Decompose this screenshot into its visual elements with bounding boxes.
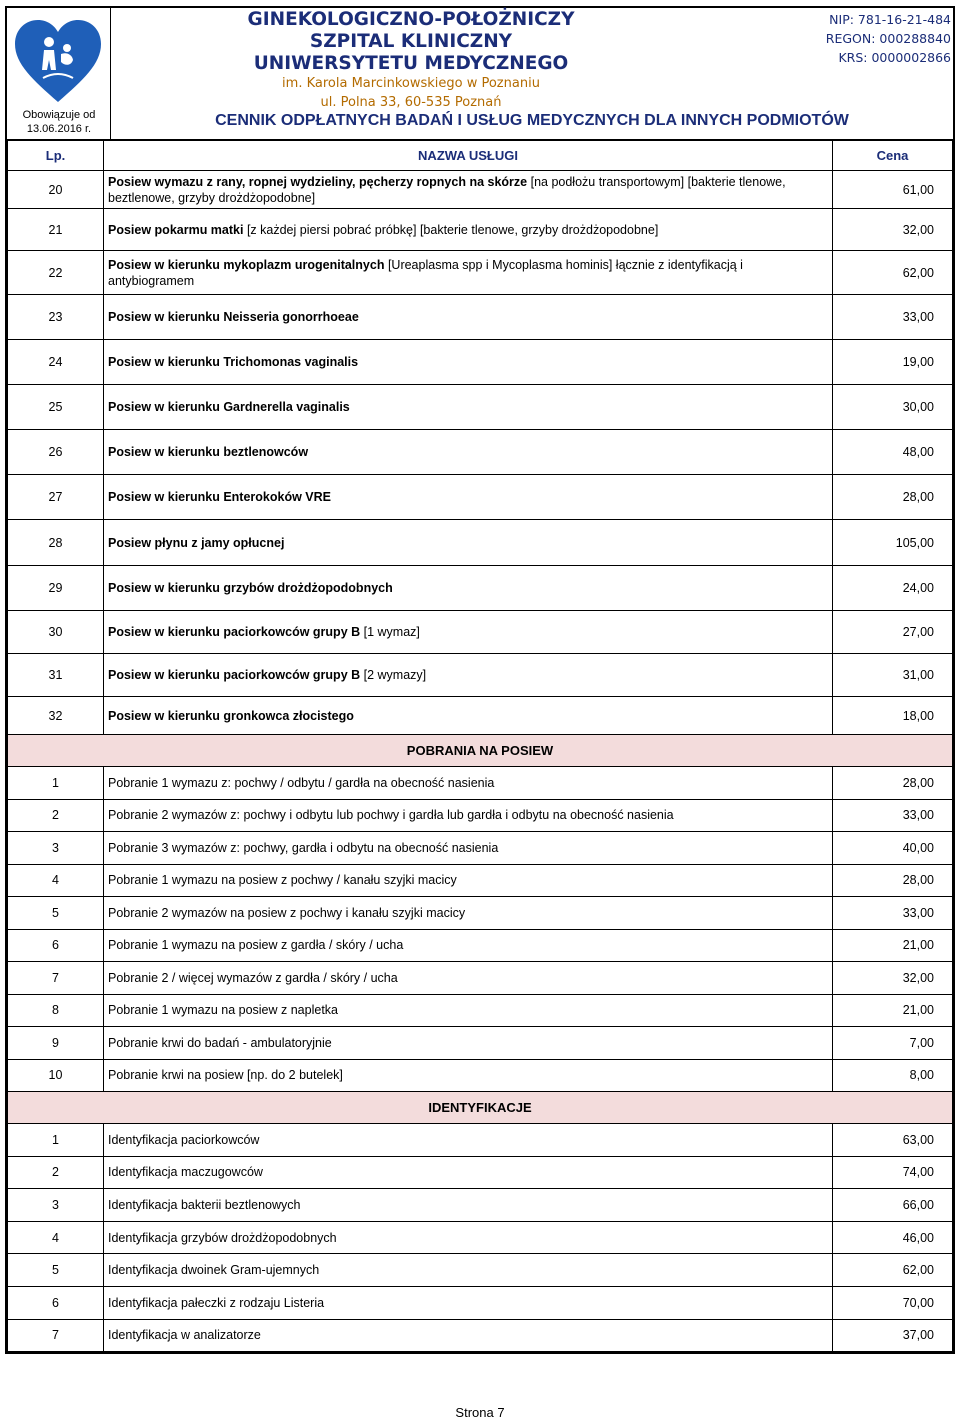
row-price: 32,00 xyxy=(833,209,953,251)
table-row xyxy=(8,566,953,611)
table-row xyxy=(8,430,953,475)
row-price: 28,00 xyxy=(833,864,953,897)
row-price: 31,00 xyxy=(833,654,953,697)
row-price: 40,00 xyxy=(833,832,953,865)
row-service-name: Identyfikacja w analizatorze xyxy=(104,1319,833,1352)
row-price: 62,00 xyxy=(833,251,953,295)
table-row xyxy=(8,1156,953,1189)
table-row xyxy=(8,340,953,385)
table-row xyxy=(8,799,953,832)
row-service-name xyxy=(104,340,833,385)
hospital-line-1: GINEKOLOGICZNO-POŁOŻNICZY xyxy=(247,9,575,30)
row-lp: 31 xyxy=(8,654,104,697)
row-lp: 9 xyxy=(8,1027,104,1060)
row-service-name: Pobranie 1 wymazu na posiew z gardła / skóry / ucha xyxy=(104,929,833,962)
row-service-name xyxy=(104,251,833,295)
service-name-bold: Posiew w kierunku gronkowca złocistego xyxy=(108,708,354,723)
row-lp: 26 xyxy=(8,430,104,475)
row-price: 74,00 xyxy=(833,1156,953,1189)
row-price: 37,00 xyxy=(833,1319,953,1352)
row-service-name xyxy=(104,295,833,340)
row-lp: 22 xyxy=(8,251,104,295)
table-row xyxy=(8,171,953,209)
table-row xyxy=(8,1286,953,1319)
row-lp: 24 xyxy=(8,340,104,385)
service-name-bold: Posiew pokarmu matki xyxy=(108,222,244,237)
document-header xyxy=(7,8,953,140)
service-name-bold: Posiew w kierunku paciorkowców grupy B xyxy=(108,668,361,682)
hospital-address: ul. Polna 33, 60-535 Poznań xyxy=(320,95,502,110)
row-lp: 6 xyxy=(8,1286,104,1319)
row-lp: 5 xyxy=(8,897,104,930)
row-service-name: Pobranie 2 / więcej wymazów z gardła / skóry / ucha xyxy=(104,962,833,995)
column-header-name: NAZWA USŁUGI xyxy=(104,141,833,171)
row-lp: 4 xyxy=(8,1221,104,1254)
row-lp: 10 xyxy=(8,1059,104,1092)
row-service-name: Pobranie 1 wymazu na posiew z pochwy / kanału szyjki macicy xyxy=(104,864,833,897)
hospital-line-3: UNIWERSYTETU MEDYCZNEGO xyxy=(253,53,569,74)
table-row xyxy=(8,1189,953,1222)
service-name-bold: Posiew w kierunku grzybów drożdżopodobnych xyxy=(108,581,393,595)
service-name-bold: Posiew wymazu z rany, ropnej wydzieliny, pęcherzy ropnych na skórze xyxy=(108,174,528,189)
row-lp: 8 xyxy=(8,994,104,1027)
hospital-line-2: SZPITAL KLINICZNY xyxy=(309,31,513,52)
table-row xyxy=(8,1221,953,1254)
row-price: 18,00 xyxy=(833,697,953,735)
row-lp: 2 xyxy=(8,1156,104,1189)
row-lp: 28 xyxy=(8,520,104,566)
hospital-line-4: im. Karola Marcinkowskiego w Poznaniu xyxy=(282,76,540,91)
service-name-bold: Posiew w kierunku Enterokoków VRE xyxy=(108,490,331,504)
row-service-name: Pobranie 2 wymazów na posiew z pochwy i kanału szyjki macicy xyxy=(104,897,833,930)
row-service-name xyxy=(104,209,833,251)
table-row xyxy=(8,520,953,566)
row-lp: 20 xyxy=(8,171,104,209)
hospital-logo-icon xyxy=(13,18,103,104)
row-price: 33,00 xyxy=(833,295,953,340)
row-price: 28,00 xyxy=(833,475,953,520)
price-table xyxy=(7,140,953,1352)
table-row xyxy=(8,697,953,735)
table-row xyxy=(8,832,953,865)
row-price: 27,00 xyxy=(833,611,953,654)
row-service-name: Pobranie 3 wymazów z: pochwy, gardła i odbytu na obecność nasienia xyxy=(104,832,833,865)
row-price: 8,00 xyxy=(833,1059,953,1092)
table-row xyxy=(8,1319,953,1352)
service-name-details: [na podłożu transportowym] [bakterie tlenowe, beztlenowe, grzyby drożdżopodobne] xyxy=(108,174,786,205)
table-row xyxy=(8,1059,953,1092)
row-lp: 3 xyxy=(8,832,104,865)
row-lp: 5 xyxy=(8,1254,104,1287)
logo-area xyxy=(7,8,111,140)
row-price: 21,00 xyxy=(833,994,953,1027)
row-price: 46,00 xyxy=(833,1221,953,1254)
table-row xyxy=(8,295,953,340)
krs-number: KRS: 0000002866 xyxy=(838,50,951,65)
row-lp: 4 xyxy=(8,864,104,897)
column-header-price: Cena xyxy=(833,141,953,171)
table-row xyxy=(8,929,953,962)
document-title: CENNIK ODPŁATNYCH BADAŃ I USŁUG MEDYCZNYCH DLA INNYCH PODMIOTÓW xyxy=(215,112,849,129)
row-price: 7,00 xyxy=(833,1027,953,1060)
table-row xyxy=(8,475,953,520)
service-name-bold: Posiew płynu z jamy opłucnej xyxy=(108,535,285,550)
row-lp: 23 xyxy=(8,295,104,340)
row-lp: 3 xyxy=(8,1189,104,1222)
table-row xyxy=(8,962,953,995)
row-service-name xyxy=(104,611,833,654)
row-service-name xyxy=(104,430,833,475)
row-service-name: Identyfikacja maczugowców xyxy=(104,1156,833,1189)
price-list-sheet xyxy=(5,6,955,1354)
row-lp: 21 xyxy=(8,209,104,251)
service-name-details: [1 wymaz] xyxy=(360,625,420,639)
regon-number: REGON: 000288840 xyxy=(825,31,951,46)
service-name-bold: Posiew w kierunku beztlenowców xyxy=(108,445,309,459)
service-name-details: [2 wymazy] xyxy=(360,668,427,682)
table-row xyxy=(8,897,953,930)
row-price: 105,00 xyxy=(833,520,953,566)
row-price: 70,00 xyxy=(833,1286,953,1319)
row-price: 32,00 xyxy=(833,962,953,995)
row-price: 63,00 xyxy=(833,1124,953,1157)
service-name-bold: Posiew w kierunku Neisseria gonorrhoeae xyxy=(108,310,359,324)
valid-from-label: Obowiązuje od xyxy=(22,109,96,121)
column-header-lp: Lp. xyxy=(8,141,104,171)
table-row xyxy=(8,864,953,897)
row-service-name: Pobranie krwi do badań - ambulatoryjnie xyxy=(104,1027,833,1060)
table-row xyxy=(8,611,953,654)
row-service-name xyxy=(104,475,833,520)
service-name-details: [Ureaplasma spp i Mycoplasma hominis] łącznie z identyfikacją i antybiogramem xyxy=(108,257,743,288)
row-lp: 7 xyxy=(8,1319,104,1352)
page-number: Strona 7 xyxy=(455,1405,505,1420)
row-service-name: Identyfikacja grzybów drożdżopodobnych xyxy=(104,1221,833,1254)
table-body xyxy=(8,171,953,1352)
table-row xyxy=(8,385,953,430)
row-price: 28,00 xyxy=(833,767,953,800)
table-row xyxy=(8,1027,953,1060)
valid-from-date: 13.06.2016 r. xyxy=(26,123,92,135)
table-row xyxy=(8,994,953,1027)
row-price: 21,00 xyxy=(833,929,953,962)
row-lp: 27 xyxy=(8,475,104,520)
section-header-row xyxy=(8,735,953,767)
row-price: 48,00 xyxy=(833,430,953,475)
service-name-bold: Posiew w kierunku Trichomonas vaginalis xyxy=(108,355,359,369)
section-header-row xyxy=(8,1092,953,1124)
table-row xyxy=(8,209,953,251)
table-row xyxy=(8,654,953,697)
row-service-name: Pobranie 1 wymazu na posiew z napletka xyxy=(104,994,833,1027)
row-lp: 7 xyxy=(8,962,104,995)
row-price: 19,00 xyxy=(833,340,953,385)
row-price: 66,00 xyxy=(833,1189,953,1222)
row-lp: 1 xyxy=(8,767,104,800)
row-lp: 30 xyxy=(8,611,104,654)
row-lp: 25 xyxy=(8,385,104,430)
nip-number: NIP: 781-16-21-484 xyxy=(829,12,951,27)
row-lp: 1 xyxy=(8,1124,104,1157)
table-row xyxy=(8,1254,953,1287)
registry-ids xyxy=(826,10,951,67)
row-price: 24,00 xyxy=(833,566,953,611)
table-row xyxy=(8,251,953,295)
row-price: 62,00 xyxy=(833,1254,953,1287)
row-service-name xyxy=(104,654,833,697)
row-service-name xyxy=(104,697,833,735)
table-header-row xyxy=(8,141,953,171)
row-service-name xyxy=(104,171,833,209)
row-lp: 29 xyxy=(8,566,104,611)
row-service-name: Identyfikacja pałeczki z rodzaju Listeria xyxy=(104,1286,833,1319)
row-lp: 32 xyxy=(8,697,104,735)
row-price: 30,00 xyxy=(833,385,953,430)
row-service-name: Identyfikacja paciorkowców xyxy=(104,1124,833,1157)
service-name-bold: Posiew w kierunku mykoplazm urogenitalnych xyxy=(108,257,385,272)
row-price: 61,00 xyxy=(833,171,953,209)
row-lp: 2 xyxy=(8,799,104,832)
row-lp: 6 xyxy=(8,929,104,962)
table-row xyxy=(8,767,953,800)
service-name-bold: Posiew w kierunku paciorkowców grupy B xyxy=(108,625,361,639)
section-title: IDENTYFIKACJE xyxy=(8,1092,953,1124)
row-service-name xyxy=(104,385,833,430)
table-row xyxy=(8,1124,953,1157)
row-service-name: Pobranie 2 wymazów z: pochwy i odbytu lub pochwy i gardła lub gardła i odbytu na obecność nasienia xyxy=(104,799,833,832)
row-service-name: Pobranie 1 wymazu z: pochwy / odbytu / gardła na obecność nasienia xyxy=(104,767,833,800)
row-service-name: Pobranie krwi na posiew [np. do 2 butelek] xyxy=(104,1059,833,1092)
section-title: POBRANIA NA POSIEW xyxy=(8,735,953,767)
row-price: 33,00 xyxy=(833,799,953,832)
row-price: 33,00 xyxy=(833,897,953,930)
service-name-bold: Posiew w kierunku Gardnerella vaginalis xyxy=(108,400,350,414)
service-name-details: [z każdej piersi pobrać próbkę] [bakterie tlenowe, grzyby drożdżopodobne] xyxy=(243,222,659,237)
row-service-name xyxy=(104,566,833,611)
row-service-name: Identyfikacja dwoinek Gram-ujemnych xyxy=(104,1254,833,1287)
row-service-name: Identyfikacja bakterii beztlenowych xyxy=(104,1189,833,1222)
hospital-name xyxy=(111,8,711,108)
row-service-name xyxy=(104,520,833,566)
